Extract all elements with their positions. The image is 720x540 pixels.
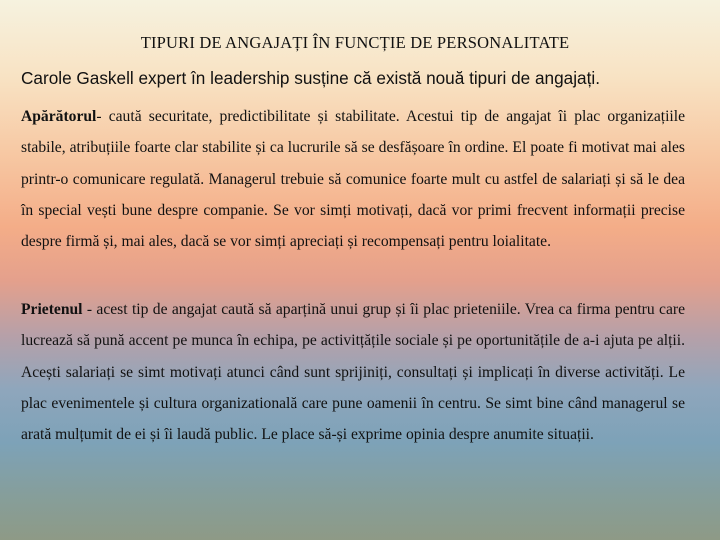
term-prietenul: Prietenul — [21, 301, 83, 318]
slide-title: TIPURI DE ANGAJAȚI ÎN FUNCȚIE DE PERSONALITATE — [140, 33, 570, 52]
paragraph-prietenul — [21, 294, 685, 450]
description-aparatorul: - caută securitate, predictibilitate și stabilitate. Acestui tip de angajat îi plac organizațiile stabile, atribuțiile foarte clar stabilite și ca lucrurile să se desfășoare în ordine. El poate fi motivat mai ales printr-o comunicare regulată. Managerul trebuie să comunice foarte mult cu astfel de salariați și să le dea în special vești bune despre companie. Se vor simți motivați, dacă vor primi frecvent informații precise despre firmă și, mai ales, dacă se vor simți apreciați și recompensați pentru loialitate. — [21, 108, 685, 251]
term-aparatorul: Apărătorul — [21, 108, 97, 125]
intro-sentence: Carole Gaskell expert în leadership susține că există nouă tipuri de angajați. — [21, 68, 600, 88]
paragraph-aparatorul — [21, 101, 685, 257]
description-prietenul: - acest tip de angajat caută să aparțină unui grup și îi plac prieteniile. Vrea ca firma pentru care lucrează să pună accent pe munca în echipa, pe activitțățile sociale și pe oportunitățile de a-i ajuta pe alții. Acești salariați se simt motivați atunci când sunt sprijiniți, consultați și implicați în diverse activități. Le plac evenimentele și cultura organizatională care pune oamenii în centru. Se simt bine când managerul se arată mulțumit de ei și îi laudă public. Le place să-și exprime opinia despre anumite situații. — [21, 301, 685, 444]
